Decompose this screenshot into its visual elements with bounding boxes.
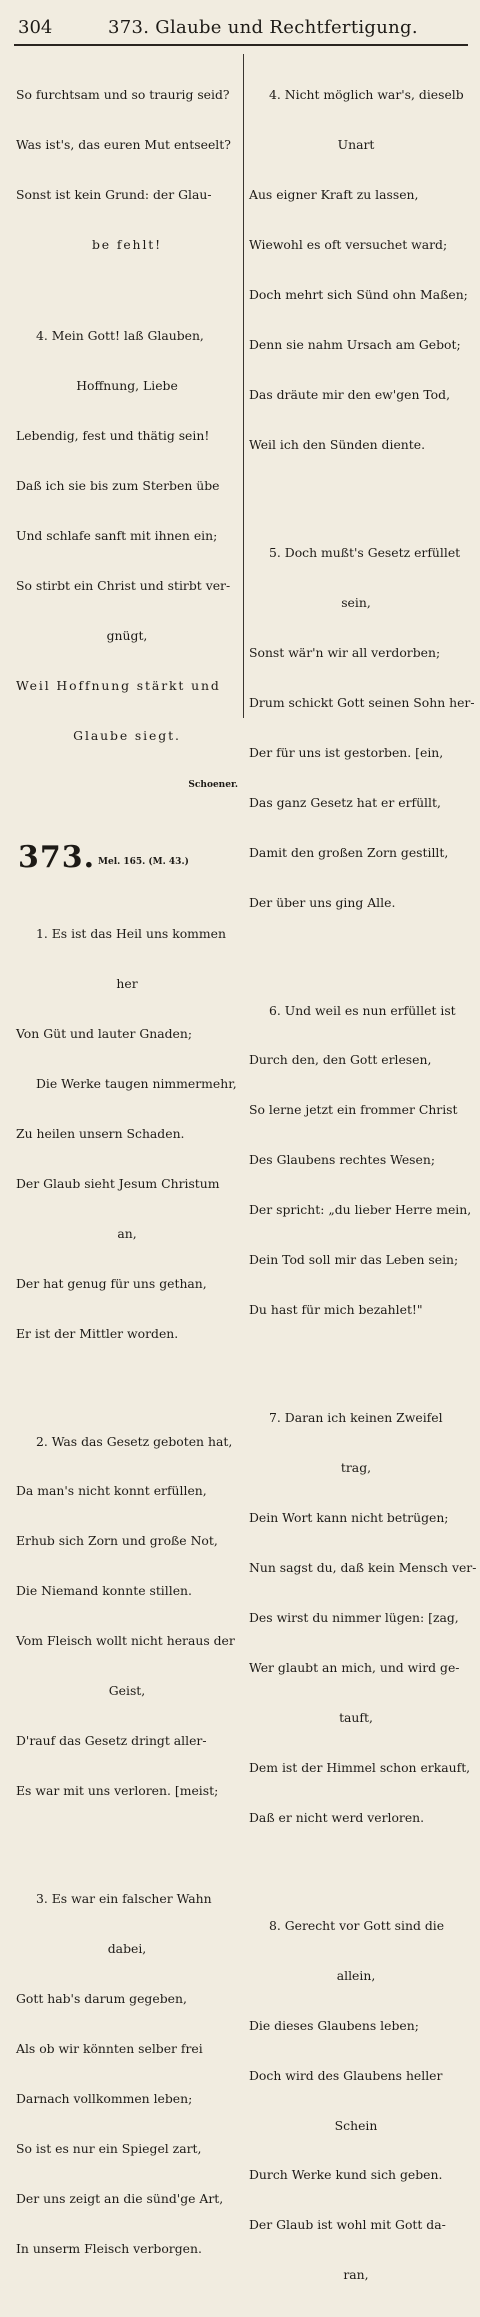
text-line: Dein Wort kann nicht betrügen; bbox=[249, 1510, 449, 1526]
text-line: Drum schickt Gott seinen Sohn her- bbox=[249, 694, 475, 710]
text-line: Der uns zeigt an die sünd'ge Art, bbox=[16, 2190, 224, 2206]
text-line: So stirbt ein Christ und stirbt ver- bbox=[16, 578, 231, 594]
page-header bbox=[18, 16, 462, 40]
text-line: Unart bbox=[337, 137, 375, 153]
text-line: Nun sagst du, daß kein Mensch ver- bbox=[249, 1560, 477, 1575]
text-line: Er ist der Mittler worden. bbox=[16, 1325, 179, 1341]
text-line: Geist, bbox=[108, 1683, 146, 1699]
text-line: Damit den großen Zorn gestillt, bbox=[249, 844, 449, 860]
text-line: Der Glaub ist wohl mit Gott da- bbox=[249, 2217, 446, 2233]
text-line: Sonst wär'n wir all verdorben; bbox=[249, 644, 441, 660]
text-line: Weil ich den Sünden diente. bbox=[249, 436, 426, 452]
text-line: tauft, bbox=[339, 1709, 373, 1725]
text-line: Des Glaubens rechtes Wesen; bbox=[249, 1152, 436, 1168]
verse-start: 6. Und weil es nun erfüllet ist bbox=[269, 1002, 456, 1018]
text-line: Durch den, den Gott erlesen, bbox=[249, 1052, 432, 1068]
text-line: Darnach vollkommen leben; bbox=[16, 2090, 193, 2106]
column-divider bbox=[243, 54, 244, 718]
text-line: In unserm Fleisch verborgen. bbox=[16, 2240, 202, 2256]
text-line: Was ist's, das euren Mut entseelt? bbox=[16, 137, 231, 153]
verse-start: 1. Es ist das Heil uns kommen bbox=[36, 925, 226, 941]
verse-start: 8. Gerecht vor Gott sind die bbox=[269, 1917, 445, 1933]
verse-start: 3. Es war ein falscher Wahn bbox=[36, 1891, 212, 1907]
text-line: Daß er nicht werd verloren. bbox=[249, 1809, 425, 1825]
text-line: Die Niemand konnte stillen. bbox=[16, 1583, 192, 1599]
author-credit: Schoener. bbox=[188, 780, 238, 791]
verse-start: 2. Was das Gesetz geboten hat, bbox=[36, 1433, 233, 1449]
text-line: sein, bbox=[341, 594, 371, 610]
verse-start: 4. Nicht möglich war's, dieselb bbox=[269, 87, 464, 103]
text-line: Zu heilen unsern Schaden. bbox=[16, 1125, 185, 1141]
verse-start: 7. Daran ich keinen Zweifel bbox=[269, 1410, 443, 1426]
text-line: Durch Werke kund sich geben. bbox=[249, 2167, 443, 2183]
text-line: Hoffnung, Liebe bbox=[76, 378, 178, 394]
text-line: an, bbox=[117, 1225, 137, 1241]
text-line: trag, bbox=[340, 1460, 372, 1476]
text-line: Das dräute mir den ew'gen Tod, bbox=[249, 387, 451, 403]
text-line: Daß ich sie bis zum Sterben übe bbox=[16, 478, 220, 494]
text-line: Der hat genug für uns gethan, bbox=[16, 1275, 207, 1291]
text-line: allein, bbox=[336, 1967, 376, 1983]
text-line: Der für uns ist gestorben. [ein, bbox=[249, 744, 444, 760]
right-column bbox=[249, 54, 477, 2283]
text-line: Du hast für mich bezahlet!" bbox=[249, 1302, 423, 1318]
verse-start: 5. Doch mußt's Gesetz erfüllet bbox=[269, 544, 461, 560]
verse-start: 4. Mein Gott! laß Glauben, bbox=[36, 328, 204, 344]
text-line: Von Güt und lauter Gnaden; bbox=[16, 1025, 193, 1041]
melody-reference: Mel. 165. (M. 43.) bbox=[98, 856, 189, 867]
text-line: Aus eigner Kraft zu lassen, bbox=[249, 187, 419, 203]
text-line: Der über uns ging Alle. bbox=[249, 894, 396, 910]
text-line: Doch mehrt sich Sünd ohn Maßen; bbox=[249, 287, 468, 303]
hymn-number: 373. bbox=[18, 839, 96, 875]
text-line: Das ganz Gesetz hat er erfüllt, bbox=[249, 794, 441, 810]
text-line: Wiewohl es oft versuchet ward; bbox=[249, 237, 448, 253]
text-line: Denn sie nahm Ursach am Gebot; bbox=[249, 337, 461, 353]
page-number: 304 bbox=[18, 17, 53, 38]
text-line: Sonst ist kein Grund: der Glau- bbox=[16, 187, 212, 203]
running-title: 373. Glaube und Rechtfertigung. bbox=[108, 17, 418, 38]
text-line: Lebendig, fest und thätig sein! bbox=[16, 428, 210, 444]
text-line: So furchtsam und so traurig seid? bbox=[16, 87, 230, 103]
text-line: Die dieses Glaubens leben; bbox=[249, 2017, 419, 2033]
text-line: Doch wird des Glaubens heller bbox=[249, 2067, 443, 2083]
text-line: Es war mit uns verloren. [meist; bbox=[16, 1783, 219, 1799]
text-line: Erhub sich Zorn und große Not, bbox=[16, 1533, 218, 1549]
text-line: ran, bbox=[343, 2267, 369, 2283]
text-line: Vom Fleisch wollt nicht heraus der bbox=[16, 1633, 235, 1649]
text-line: Die Werke taugen nimmermehr, bbox=[36, 1075, 237, 1091]
text-line: Und schlafe sanft mit ihnen ein; bbox=[16, 528, 218, 544]
text-line: Der spricht: „du lieber Herre mein, bbox=[249, 1202, 472, 1218]
text-line: Des wirst du nimmer lügen: [zag, bbox=[249, 1609, 459, 1625]
text-line: So lerne jetzt ein frommer Christ bbox=[249, 1102, 458, 1118]
header-rule bbox=[14, 44, 468, 46]
text-line: Der Glaub sieht Jesum Christum bbox=[16, 1175, 220, 1191]
text-line-spaced: Glaube siegt. bbox=[73, 728, 181, 744]
text-line: gnügt, bbox=[106, 628, 148, 644]
text-line: Da man's nicht konnt erfüllen, bbox=[16, 1483, 207, 1499]
left-column bbox=[16, 54, 238, 2256]
text-line: Schein bbox=[334, 2117, 378, 2133]
text-line-spaced: be fehlt! bbox=[91, 237, 163, 253]
text-line: Wer glaubt an mich, und wird ge- bbox=[249, 1659, 460, 1675]
text-line: Dein Tod soll mir das Leben sein; bbox=[249, 1252, 459, 1268]
text-line: Gott hab's darum gegeben, bbox=[16, 1991, 187, 2006]
hymn-heading bbox=[16, 839, 238, 876]
text-line: D'rauf das Gesetz dringt aller- bbox=[16, 1733, 207, 1749]
text-line: dabei, bbox=[107, 1941, 147, 1957]
text-line: So ist es nur ein Spiegel zart, bbox=[16, 2140, 202, 2156]
text-line: her bbox=[116, 975, 138, 991]
text-line: Dem ist der Himmel schon erkauft, bbox=[249, 1759, 471, 1775]
text-line-spaced: Weil Hoffnung stärkt und bbox=[16, 678, 221, 694]
text-line: Als ob wir könnten selber frei bbox=[16, 2040, 203, 2056]
